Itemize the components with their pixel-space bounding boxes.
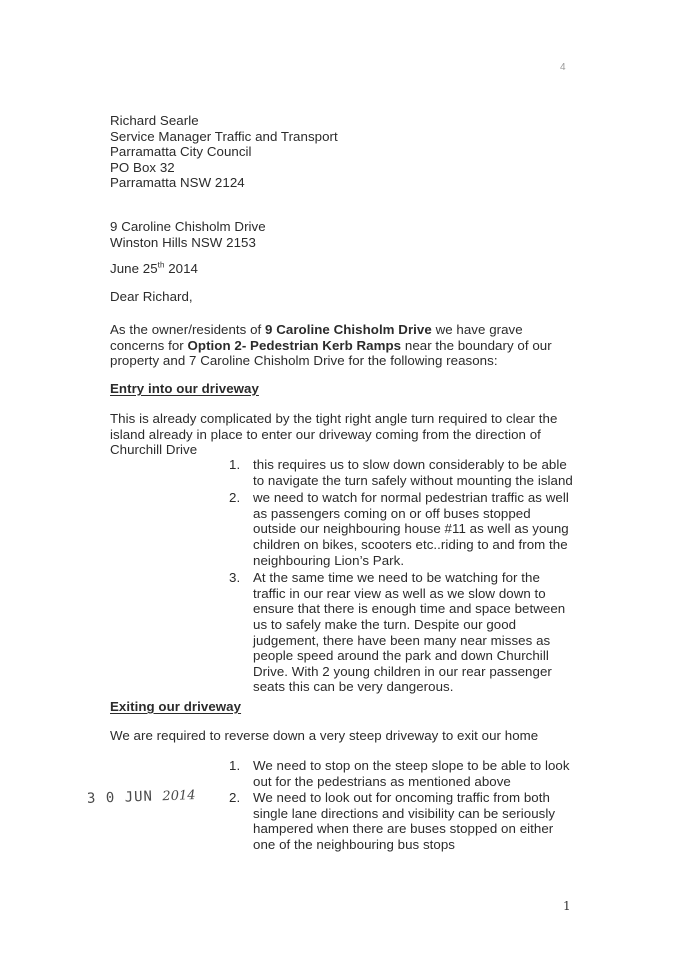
entry-paragraph: This is already complicated by the tight right angle turn required to clear the island already in place to enter our driveway coming from the direction of Churchill Drive: [110, 411, 558, 458]
recipient-org: Parramatta City Council: [110, 144, 252, 160]
recipient-address: [110, 113, 338, 191]
salutation: Dear Richard,: [110, 289, 193, 304]
list-item: 1. We need to stop on the steep slope to be able to look out for the pedestrians as mentioned above: [229, 758, 570, 789]
recipient-name: Richard Searle: [110, 113, 199, 128]
exit-paragraph: We are required to reverse down a very steep driveway to exit our home: [110, 728, 539, 743]
section-heading-entry: Entry into our driveway: [110, 381, 259, 396]
list-item: 3. At the same time we need to be watching for the traffic in our rear view as well as we slow down to ensure that there is enough time and space between us to safely make the turn. Despite our good judgement, there have been many near misses as people speed around the park and down Churchill Drive. With 2 young children in our rear passenger seats this can be very dangerous.: [229, 570, 566, 695]
list-item: 2. We need to look out for oncoming traffic from both single lane directions and visibility can be seriously hampered when there are buses stopped on either one of the neighbouring bus stops: [229, 790, 556, 852]
list-item: 1. this requires us to slow down considerably to be able to navigate the turn safely without mounting the island: [229, 457, 573, 488]
recipient-title: Service Manager Traffic and Transport: [110, 128, 338, 144]
sender-address: [110, 219, 266, 250]
corner-mark: 4: [560, 62, 566, 73]
list-item: 2. we need to watch for normal pedestrian traffic as well as passengers coming on or off buses stopped outside our neighbouring house #11 as well as young children on bikes, scooters etc..riding to and from the neighbouring Lion’s Park.: [229, 490, 569, 568]
page-number: 1: [563, 899, 571, 913]
recipient-po-box: PO Box 32: [110, 159, 175, 175]
sender-city: Winston Hills NSW 2153: [110, 234, 256, 250]
recipient-city: Parramatta NSW 2124: [110, 175, 245, 191]
exit-reasons-list: [229, 758, 589, 853]
entry-reasons-list: [229, 457, 589, 695]
received-date-stamp: 3 0 JUN 2014: [86, 788, 196, 807]
letter-date: June 25th 2014: [110, 260, 198, 276]
section-heading-exit: Exiting our driveway: [110, 699, 242, 714]
sender-street: 9 Caroline Chisholm Drive: [110, 219, 266, 234]
intro-paragraph: As the owner/residents of 9 Caroline Chisholm Drive we have grave concerns for Option 2- Pedestrian Kerb Ramps near the boundary of our property and 7 Caroline Chisholm Drive for the following reasons:: [110, 322, 552, 369]
